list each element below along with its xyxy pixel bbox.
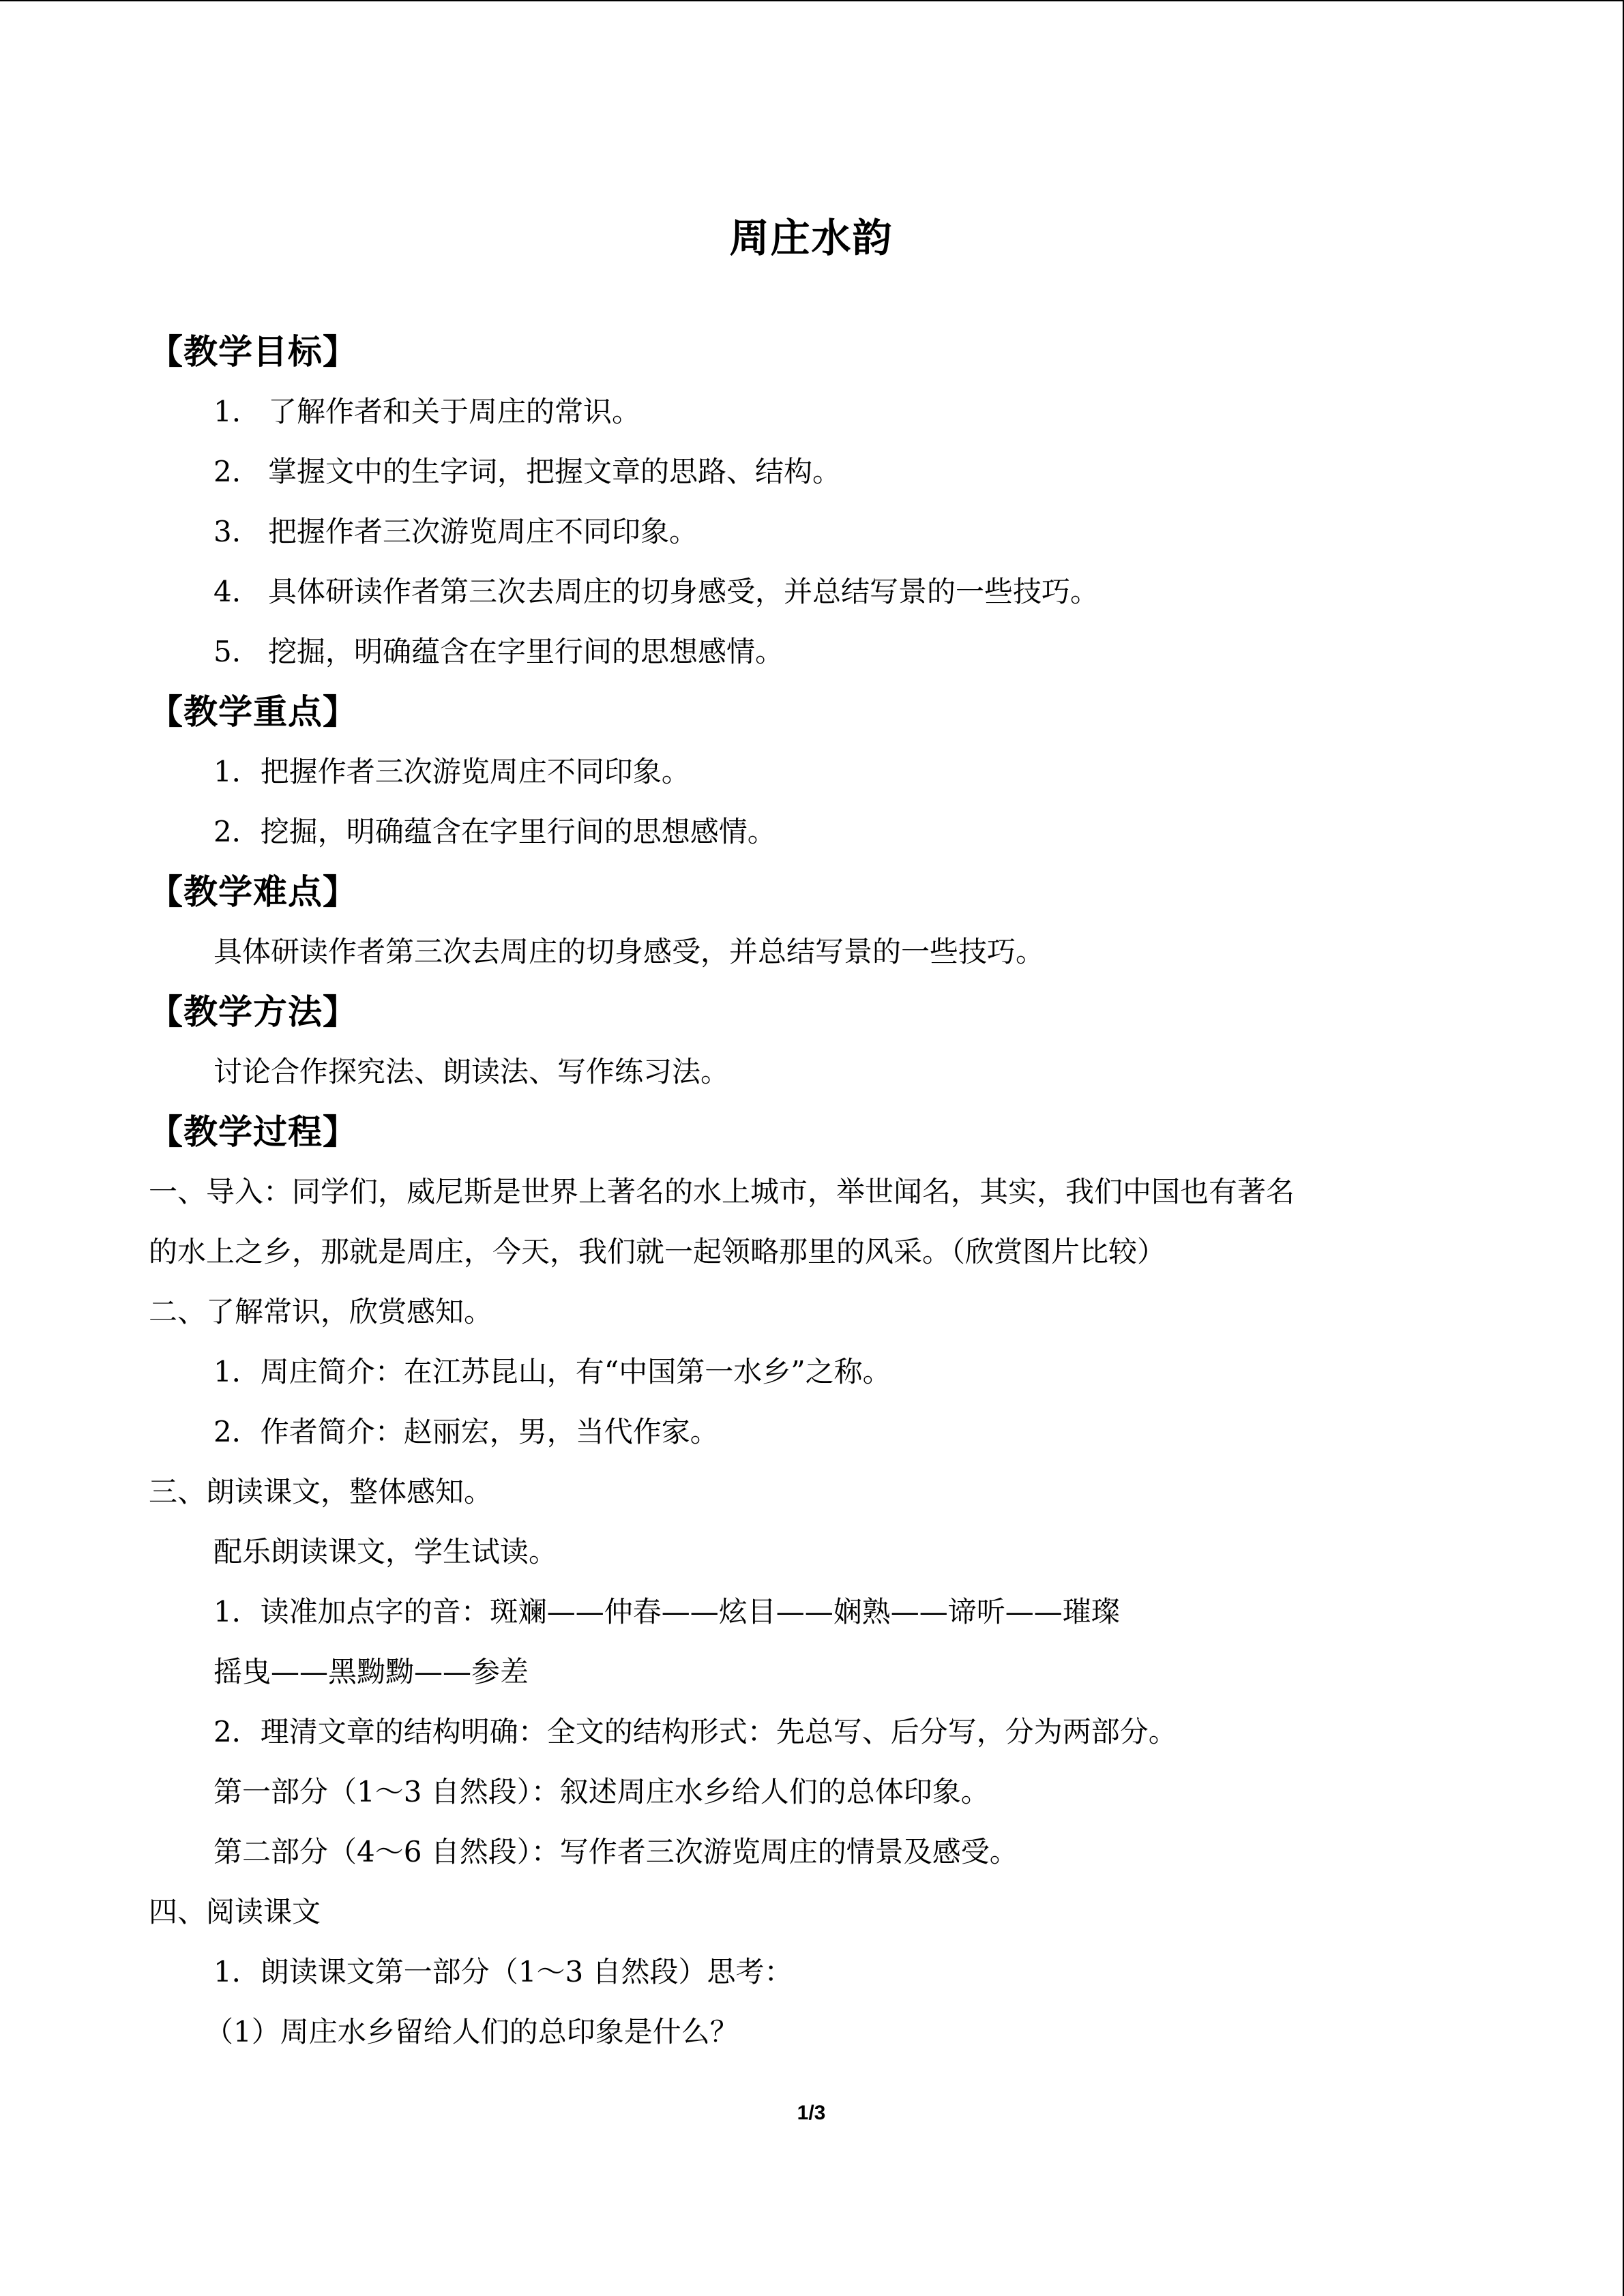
difficulties-text: 具体研读作者第三次去周庄的切身感受，并总结写景的一些技巧。	[213, 935, 1045, 968]
section-3-part-2: 第二部分（4～6 自然段）：写作者三次游览周庄的情景及感受。	[213, 1835, 1018, 1868]
goal-num: 3.	[213, 515, 241, 548]
goal-item-2	[149, 442, 1513, 502]
methods-text: 讨论合作探究法、朗读法、写作练习法。	[213, 1055, 730, 1088]
goal-num: 4.	[213, 575, 241, 608]
section-4-item-1: 1．朗读课文第一部分（1～3 自然段）思考：	[213, 1955, 793, 1988]
goal-num: 5.	[213, 635, 241, 668]
intro-line-2: 的水上之乡，那就是周庄，今天，我们就一起领略那里的风采。（欣赏图片比较）	[149, 1235, 1166, 1268]
section-3-item-1-cont: 摇曳——黑黝黝——参差	[213, 1655, 529, 1688]
section-2-title: 二、了解常识，欣赏感知。	[149, 1295, 493, 1328]
goal-item-4	[149, 562, 1513, 622]
section-3-title: 三、朗读课文，整体感知。	[149, 1475, 493, 1508]
goal-item-5	[149, 622, 1513, 682]
goal-num: 2.	[213, 455, 241, 488]
difficulties-heading: 【教学难点】	[149, 872, 357, 912]
section-4-title: 四、阅读课文	[149, 1895, 321, 1928]
process-heading: 【教学过程】	[149, 1112, 357, 1152]
goal-text: 掌握文中的生字词，把握文章的思路、结构。	[268, 455, 842, 488]
goal-item-3	[149, 502, 1513, 562]
section-3-text: 配乐朗读课文，学生试读。	[213, 1535, 558, 1568]
section-3-part-1: 第一部分（1～3 自然段）：叙述周庄水乡给人们的总体印象。	[213, 1775, 990, 1808]
goals-heading: 【教学目标】	[149, 332, 357, 372]
document-body	[149, 322, 1513, 2062]
page-number: 1/3	[797, 2102, 826, 2124]
goal-text: 把握作者三次游览周庄不同印象。	[268, 515, 698, 548]
page-title: 周庄水韵	[729, 215, 894, 261]
methods-heading: 【教学方法】	[149, 992, 357, 1032]
key-points-heading: 【教学重点】	[149, 692, 357, 732]
section-3-item-2: 2．理清文章的结构明确：全文的结构形式：先总写、后分写，分为两部分。	[213, 1715, 1177, 1748]
section-4-question-1: （1）周庄水乡留给人们的总印象是什么？	[205, 2015, 739, 2048]
intro-line-1: 一、导入：同学们，威尼斯是世界上著名的水上城市，举世闻名，其实，我们中国也有著名	[149, 1175, 1295, 1208]
goal-text: 了解作者和关于周庄的常识。	[268, 395, 641, 428]
goal-item-1	[149, 382, 1513, 442]
key-point-2: 2．挖掘，明确蕴含在字里行间的思想感情。	[213, 815, 776, 848]
key-point-1: 1．把握作者三次游览周庄不同印象。	[213, 755, 690, 788]
section-2-item-2: 2．作者简介：赵丽宏，男，当代作家。	[213, 1415, 719, 1448]
section-3-item-1: 1．读准加点字的音：斑斓——仲春——炫目——娴熟——谛听——璀璨	[213, 1595, 1120, 1628]
goal-text: 具体研读作者第三次去周庄的切身感受，并总结写景的一些技巧。	[268, 575, 1099, 608]
goal-num: 1.	[213, 395, 241, 428]
goal-text: 挖掘，明确蕴含在字里行间的思想感情。	[268, 635, 784, 668]
section-2-item-1: 1．周庄简介：在江苏昆山，有“中国第一水乡”之称。	[213, 1355, 891, 1388]
